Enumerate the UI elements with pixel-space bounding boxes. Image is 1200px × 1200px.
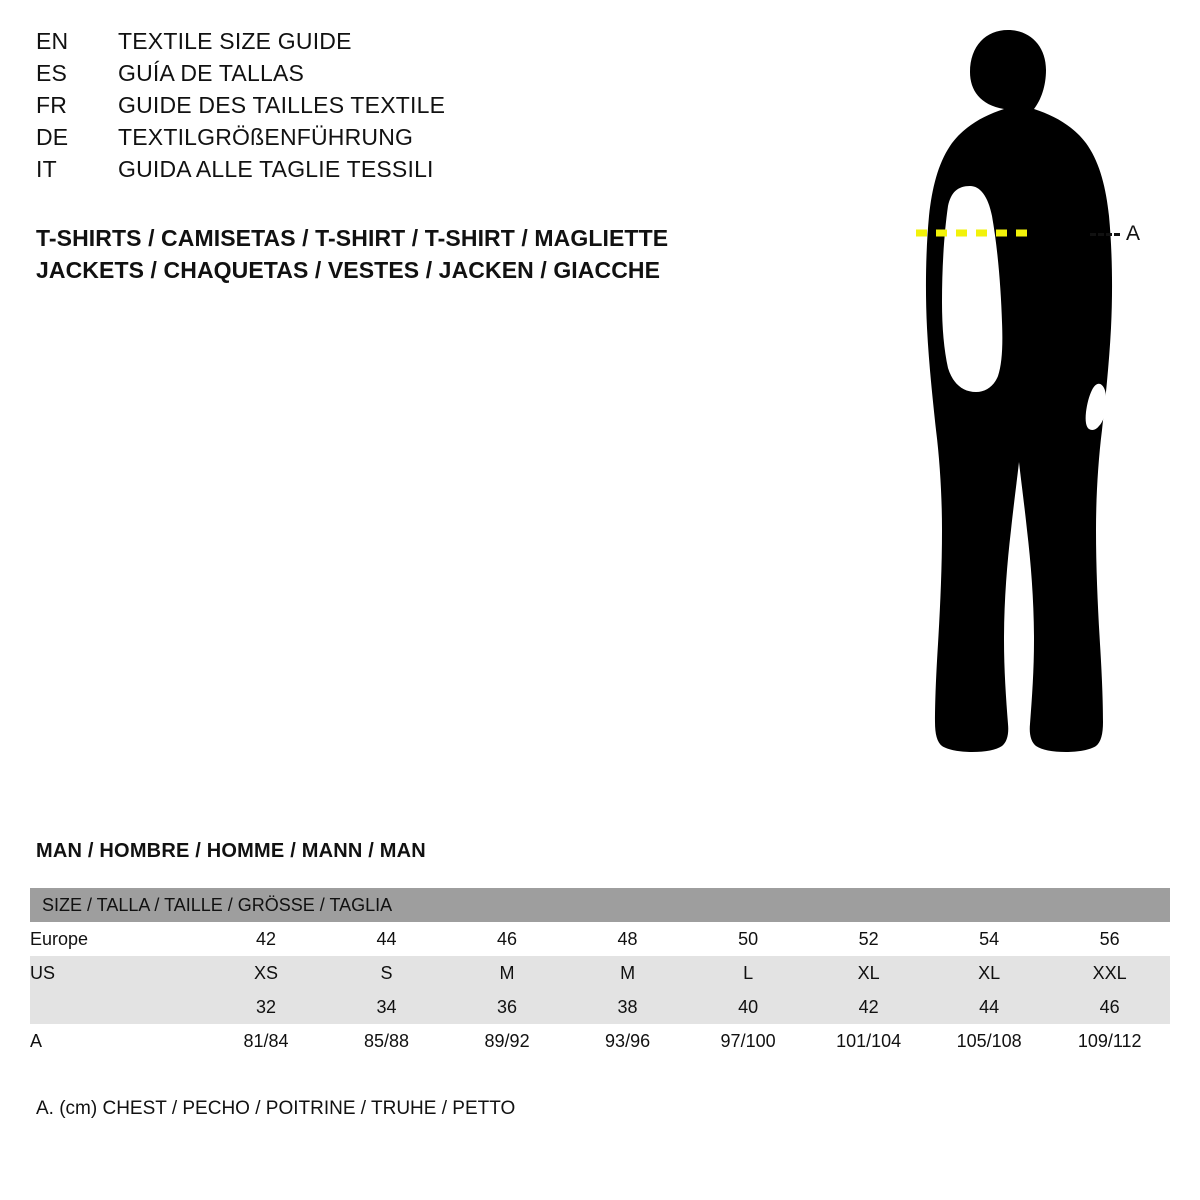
language-row	[36, 124, 736, 156]
language-title: TEXTILGRÖßENFÜHRUNG	[118, 124, 414, 150]
cell: 38	[567, 990, 688, 1024]
cell: 93/96	[567, 1024, 688, 1058]
language-code: DE	[36, 124, 69, 150]
cell: 56	[1049, 922, 1170, 956]
table-header-label: SIZE / TALLA / TAILLE / GRÖSSE / TAGLIA	[30, 888, 1170, 922]
cell: XL	[808, 956, 929, 990]
size-table	[30, 888, 1170, 1058]
chest-measure-label: A	[1126, 222, 1141, 245]
language-row	[36, 28, 736, 60]
chest-leader-line	[1090, 233, 1120, 239]
table-row	[30, 922, 1170, 956]
cell: XL	[929, 956, 1050, 990]
cell: 105/108	[929, 1024, 1050, 1058]
cell: XS	[206, 956, 327, 990]
table-row	[30, 990, 1170, 1024]
garment-category-list	[36, 222, 796, 286]
category-tshirts: T-SHIRTS / CAMISETAS / T-SHIRT / T-SHIRT / MAGLIETTE	[36, 225, 669, 251]
table-footnote: A. (cm) CHEST / PECHO / POITRINE / TRUHE / PETTO	[36, 1098, 516, 1119]
cell: 40	[688, 990, 809, 1024]
cell: 46	[1049, 990, 1170, 1024]
cell: 34	[326, 990, 447, 1024]
table-section-title: MAN / HOMBRE / HOMME / MANN / MAN	[36, 840, 426, 862]
silhouette-icon	[820, 10, 1180, 800]
cell: 85/88	[326, 1024, 447, 1058]
body-silhouette-figure	[820, 10, 1180, 800]
row-label-us: US	[30, 956, 206, 990]
language-code: EN	[36, 28, 69, 54]
language-title: GUÍA DE TALLAS	[118, 60, 305, 86]
language-code: IT	[36, 156, 57, 182]
row-label-blank	[30, 990, 206, 1024]
cell: 97/100	[688, 1024, 809, 1058]
cell: 42	[206, 922, 327, 956]
cell: 50	[688, 922, 809, 956]
cell: XXL	[1049, 956, 1170, 990]
language-title: TEXTILE SIZE GUIDE	[118, 28, 352, 54]
language-code: FR	[36, 92, 68, 118]
cell: M	[447, 956, 568, 990]
cell: M	[567, 956, 688, 990]
cell: 44	[326, 922, 447, 956]
cell: 81/84	[206, 1024, 327, 1058]
language-row	[36, 60, 736, 92]
language-code: ES	[36, 60, 68, 86]
cell: 109/112	[1049, 1024, 1170, 1058]
language-row	[36, 92, 736, 124]
cell: 42	[808, 990, 929, 1024]
cell: 46	[447, 922, 568, 956]
cell: 52	[808, 922, 929, 956]
cell: 36	[447, 990, 568, 1024]
cell: 48	[567, 922, 688, 956]
table-row	[30, 1024, 1170, 1058]
language-row	[36, 156, 736, 188]
row-label-a: A	[30, 1024, 206, 1058]
cell: 32	[206, 990, 327, 1024]
table-header-row	[30, 888, 1170, 922]
cell: 89/92	[447, 1024, 568, 1058]
cell: 44	[929, 990, 1050, 1024]
cell: 54	[929, 922, 1050, 956]
category-jackets: JACKETS / CHAQUETAS / VESTES / JACKEN / GIACCHE	[36, 257, 661, 283]
language-title: GUIDE DES TAILLES TEXTILE	[118, 92, 446, 118]
language-title-list	[36, 28, 736, 188]
language-title: GUIDA ALLE TAGLIE TESSILI	[118, 156, 434, 182]
row-label-europe: Europe	[30, 922, 206, 956]
cell: 101/104	[808, 1024, 929, 1058]
table-row	[30, 956, 1170, 990]
cell: L	[688, 956, 809, 990]
cell: S	[326, 956, 447, 990]
